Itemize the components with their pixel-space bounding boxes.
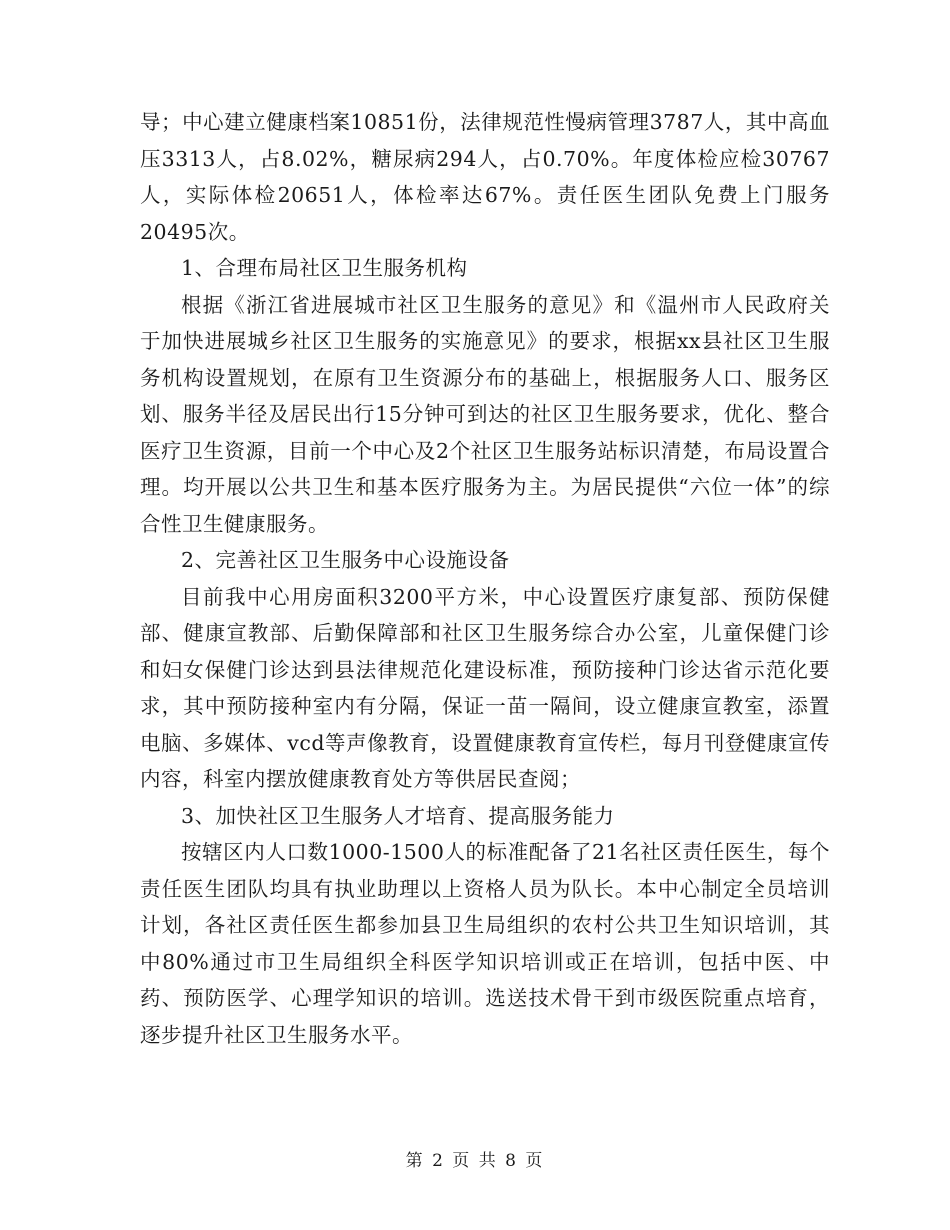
paragraph-training: 按辖区内人口数1000-1500人的标准配备了21名社区责任医生，每个责任医生团队均具有执业助理以上资格人员为队长。本中心制定全员培训计划，各社区责任医生都参加县卫生局组织的农村公共卫生知识培训，其中80%通过市卫生局组织全科医学知识培训或正在培训，包括中医、中药、预防医学、心理学知识的培训。选送技术骨干到市级医院重点培育，逐步提升社区卫生服务水平。 bbox=[140, 840, 830, 1047]
paragraph-health-records: 导；中心建立健康档案10851份，法律规范性慢病管理3787人，其中高血压3313人，占8.02%，糖尿病294人，占0.70%。年度体检应检30767人，实际体检20651人，体检率达67%。责任医生团队免费上门服务20495次。 bbox=[140, 110, 830, 244]
section-heading-layout: 1、合理布局社区卫生服务机构 bbox=[181, 256, 468, 280]
page-number-footer: 第 2 页 共 8 页 bbox=[405, 1151, 545, 1171]
paragraph-layout: 根据《浙江省进展城市社区卫生服务的意见》和《温州市人民政府关于加快进展城乡社区卫生服务的实施意见》的要求，根据xx县社区卫生服务机构设置规划，在原有卫生资源分布的基础上，根据服务人口、服务区划、服务半径及居民出行15分钟可到达的社区卫生服务要求，优化、整合医疗卫生资源，目前一个中心及2个社区卫生服务站标识清楚，布局设置合理。均开展以公共卫生和基本医疗服务为主。为居民提供“六位一体”的综合性卫生健康服务。 bbox=[140, 292, 830, 536]
document-body bbox=[140, 104, 830, 1053]
section-heading-facilities: 2、完善社区卫生服务中心设施设备 bbox=[181, 548, 510, 572]
section-heading-training: 3、加快社区卫生服务人才培育、提高服务能力 bbox=[181, 803, 615, 828]
paragraph-facilities: 目前我中心用房面积3200平方米，中心设置医疗康复部、预防保健部、健康宣教部、后勤保障部和社区卫生服务综合办公室，儿童保健门诊和妇女保健门诊达到县法律规范化建设标准，预防接种门诊达省示范化要求，其中预防接种室内有分隔，保证一苗一隔间，设立健康宣教室，添置电脑、多媒体、vcd等声像教育，设置健康教育宣传栏，每月刊登健康宣传内容，科室内摆放健康教育处方等供居民查阅； bbox=[140, 584, 830, 791]
